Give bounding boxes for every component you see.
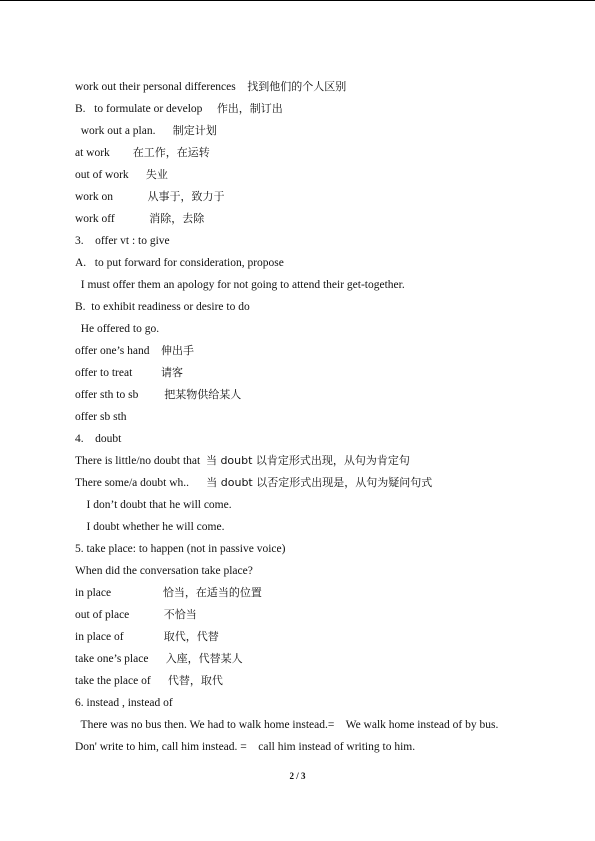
text-line bbox=[75, 431, 545, 453]
english-text: take one’s place bbox=[75, 653, 166, 665]
english-text: take the place of bbox=[75, 675, 168, 687]
text-line bbox=[75, 321, 545, 343]
english-text: offer to treat bbox=[75, 367, 162, 379]
english-text: offer sb sth bbox=[75, 411, 127, 423]
chinese-gloss: 入座，代替某人 bbox=[165, 652, 243, 665]
text-line bbox=[75, 695, 545, 717]
text-line bbox=[75, 145, 545, 167]
english-text: in place of bbox=[75, 631, 164, 643]
chinese-gloss: 当 doubt 以肯定形式出现，从句为肯定句 bbox=[205, 454, 410, 467]
english-text: offer sth to sb bbox=[75, 389, 165, 401]
chinese-gloss: 伸出手 bbox=[161, 344, 195, 357]
text-line bbox=[75, 717, 545, 739]
text-line bbox=[75, 211, 545, 233]
chinese-gloss: 恰当，在适当的位置 bbox=[162, 586, 262, 599]
english-text: 5. take place: to happen (not in passive voice) bbox=[75, 543, 286, 555]
english-text: I doubt whether he will come. bbox=[75, 521, 225, 533]
text-line bbox=[75, 629, 545, 651]
english-text: A. to put forward for consideration, propose bbox=[75, 257, 284, 269]
chinese-gloss: 找到他们的个人区别 bbox=[247, 80, 347, 93]
english-text: out of work bbox=[75, 169, 146, 181]
text-line bbox=[75, 189, 545, 211]
text-line bbox=[75, 101, 545, 123]
english-text: at work bbox=[75, 147, 133, 159]
text-line bbox=[75, 299, 545, 321]
text-line bbox=[75, 475, 545, 497]
text-line bbox=[75, 541, 545, 563]
english-text: There was no bus then. We had to walk home instead.= We walk home instead of by bus. bbox=[75, 719, 499, 731]
english-text: work on bbox=[75, 191, 148, 203]
english-text: B. to exhibit readiness or desire to do bbox=[75, 301, 250, 313]
text-line bbox=[75, 123, 545, 145]
english-text: in place bbox=[75, 587, 163, 599]
english-text: I must offer them an apology for not going to attend their get-together. bbox=[75, 279, 405, 291]
english-text: I don’t doubt that he will come. bbox=[75, 499, 232, 511]
text-line bbox=[75, 409, 545, 431]
chinese-gloss: 把某物供给某人 bbox=[164, 388, 242, 401]
text-line bbox=[75, 167, 545, 189]
english-text: Don' write to him, call him instead. = call him instead of writing to him. bbox=[75, 741, 416, 753]
text-line bbox=[75, 607, 545, 629]
english-text: work out a plan. bbox=[75, 125, 173, 137]
chinese-gloss: 代替，取代 bbox=[167, 674, 223, 687]
text-line bbox=[75, 343, 545, 365]
chinese-gloss: 在工作，在运转 bbox=[132, 146, 210, 159]
english-text: He offered to go. bbox=[75, 323, 160, 335]
english-text: work off bbox=[75, 213, 150, 225]
text-line bbox=[75, 563, 545, 585]
text-line bbox=[75, 79, 545, 101]
english-text: 6. instead , instead of bbox=[75, 697, 173, 709]
text-line bbox=[75, 255, 545, 277]
chinese-gloss: 请客 bbox=[161, 366, 184, 379]
chinese-gloss: 不恰当 bbox=[163, 608, 197, 621]
text-line bbox=[75, 277, 545, 299]
text-line bbox=[75, 739, 545, 761]
english-text: There some/a doubt wh.. bbox=[75, 477, 207, 489]
text-line bbox=[75, 365, 545, 387]
english-text: work out their personal differences bbox=[75, 81, 248, 93]
chinese-gloss: 制定计划 bbox=[172, 124, 217, 137]
english-text: out of place bbox=[75, 609, 164, 621]
chinese-gloss: 失业 bbox=[145, 168, 168, 181]
english-text: B. to formulate or develop bbox=[75, 103, 217, 115]
english-text: When did the conversation take place? bbox=[75, 565, 253, 577]
text-line bbox=[75, 497, 545, 519]
page-top-border bbox=[0, 0, 595, 1]
document-body bbox=[75, 79, 545, 761]
text-line bbox=[75, 519, 545, 541]
text-line bbox=[75, 651, 545, 673]
chinese-gloss: 从事于，致力于 bbox=[147, 190, 225, 203]
english-text: offer one’s hand bbox=[75, 345, 162, 357]
english-text: 4. doubt bbox=[75, 433, 122, 445]
chinese-gloss: 取代，代替 bbox=[163, 630, 219, 643]
page-number: 2 / 3 bbox=[289, 771, 306, 781]
chinese-gloss: 作出，制订出 bbox=[216, 102, 283, 115]
chinese-gloss: 当 doubt 以否定形式出现是，从句为疑问句式 bbox=[206, 476, 433, 489]
text-line bbox=[75, 673, 545, 695]
text-line bbox=[75, 387, 545, 409]
text-line bbox=[75, 233, 545, 255]
english-text: There is little/no doubt that bbox=[75, 455, 206, 467]
english-text: 3. offer vt : to give bbox=[75, 235, 170, 247]
text-line bbox=[75, 585, 545, 607]
chinese-gloss: 消除，去除 bbox=[149, 212, 205, 225]
text-line bbox=[75, 453, 545, 475]
